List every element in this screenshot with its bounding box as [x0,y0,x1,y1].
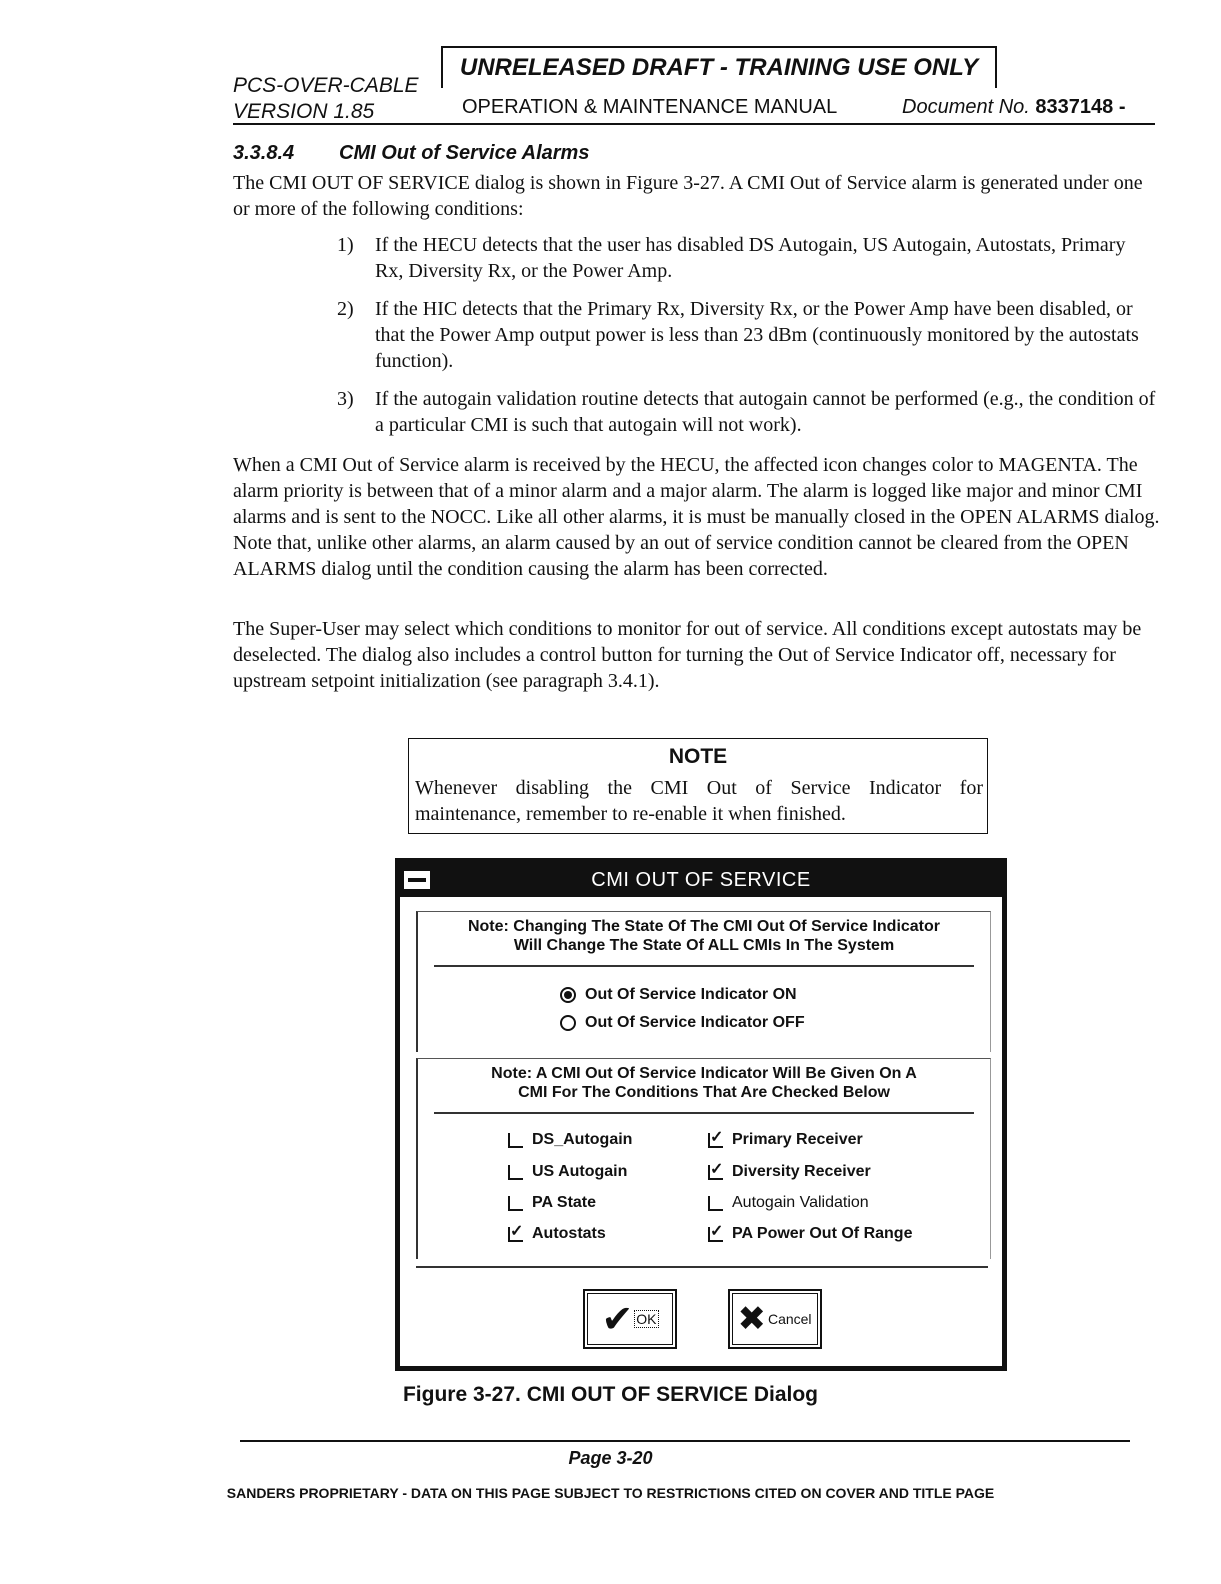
checkbox-autogain-validation-label: Autogain Validation [732,1194,869,1211]
condition-text: If the HECU detects that the user has disabled DS Autogain, US Autogain, Autostats, Primary Rx, Diversity Rx, or the Power Amp. [375,234,1126,282]
indicator-note-line1: Note: Changing The State Of The CMI Out Of Service Indicator [467,918,941,935]
checkbox-autostats[interactable] [508,1225,606,1243]
checkbox-autogain-validation[interactable] [708,1194,869,1212]
checkbox-diversity-receiver[interactable] [708,1163,871,1181]
radio-indicator-off[interactable] [560,1014,805,1032]
checkbox-unchecked-icon[interactable] [508,1165,523,1180]
button-separator [416,1266,988,1268]
page-number: Page 3-20 [568,1448,653,1468]
radio-unselected-icon[interactable] [560,1015,576,1031]
radio-selected-icon[interactable] [560,987,576,1003]
checkbox-diversity-receiver-label: Diversity Receiver [732,1163,871,1180]
group-separator [434,1112,974,1114]
conditions-note-line1: Note: A CMI Out Of Service Indicator Will Be Given On A [491,1065,917,1082]
proprietary-notice: SANDERS PROPRIETARY - DATA ON THIS PAGE SUBJECT TO RESTRICTIONS CITED ON COVER AND TITLE PAGE [226,1485,995,1501]
indicator-group [416,911,991,1052]
checkbox-autostats-label: Autostats [532,1225,606,1242]
checkbox-pa-state-label: PA State [532,1194,597,1211]
indicator-note [418,912,990,955]
note-box [408,738,988,834]
radio-indicator-on[interactable] [560,986,797,1004]
checkbox-checked-icon[interactable] [508,1227,523,1242]
checkbox-unchecked-icon[interactable] [708,1196,723,1211]
checkbox-pa-power-label: PA Power Out Of Range [732,1225,913,1242]
condition-text: If the HIC detects that the Primary Rx, Diversity Rx, or the Power Amp have been disabled, or that the Power Amp output power is less than 23 dBm (continuously monitored by the autostats function). [375,298,1139,372]
checkbox-ds-autogain-label: DS_Autogain [532,1131,633,1148]
product-name: PCS-OVER-CABLE [233,74,419,97]
cmi-out-of-service-dialog [395,858,1007,1371]
indicator-note-line2: Will Change The State Of ALL CMIs In The System [513,937,895,954]
document-number [902,96,1125,119]
checkmark-icon: ✔ [601,1297,634,1341]
checkbox-pa-state[interactable] [508,1194,596,1212]
checkbox-checked-icon[interactable] [708,1165,723,1180]
checkbox-unchecked-icon[interactable] [508,1133,523,1148]
dialog-title: CMI OUT OF SERVICE [591,869,811,891]
condition-number: 1) [337,234,354,256]
ok-button[interactable] [583,1289,677,1349]
checkbox-us-autogain[interactable] [508,1163,627,1181]
document-number-value: 8337148 - [1035,96,1126,118]
intro-paragraph: The CMI OUT OF SERVICE dialog is shown in Figure 3-27. A CMI Out of Service alarm is generated under one or more of the following conditions: [233,172,1143,220]
cancel-button[interactable] [728,1289,822,1349]
document-label: Document No. [902,96,1030,118]
alarm-paragraph: When a CMI Out of Service alarm is received by the HECU, the affected icon changes color to MAGENTA. The alarm priority is between that of a minor alarm and a major alarm. The alarm is logged like major and minor CMI alarms and is sent to the NOCC. Like all other alarms, it is must be manually closed in the OPEN ALARMS dialog. Note that, unlike other alarms, an alarm caused by an out of service condition cannot be cleared from the OPEN ALARMS dialog until the condition causing the alarm has been corrected. [233,454,1160,580]
section-title: CMI Out of Service Alarms [339,142,590,164]
condition-item [337,296,1157,374]
conditions-note [418,1059,990,1102]
footer-rule [240,1440,1130,1442]
figure-caption: Figure 3-27. CMI OUT OF SERVICE Dialog [402,1383,818,1406]
section-number: 3.3.8.4 [233,142,295,164]
x-cross-icon: ✖ [737,1299,766,1339]
conditions-note-line2: CMI For The Conditions That Are Checked Below [518,1084,890,1101]
note-text: Whenever disabling the CMI Out of Service Indicator for maintenance, remember to re-enable it when finished. [415,777,983,825]
checkbox-unchecked-icon[interactable] [508,1196,523,1211]
checkbox-primary-receiver[interactable] [708,1131,863,1149]
condition-number: 3) [337,388,354,410]
checkbox-us-autogain-label: US Autogain [532,1163,628,1180]
checkbox-primary-receiver-label: Primary Receiver [732,1131,863,1148]
cancel-button-face[interactable] [732,1293,818,1345]
manual-title: OPERATION & MAINTENANCE MANUAL [462,96,838,118]
dialog-titlebar [400,863,1002,897]
superuser-paragraph: The Super-User may select which conditions to monitor for out of service. All conditions except autostats may be deselected. The dialog also includes a control button for turning the Out of Service Indicator off, necessary for upstream setpoint initialization (see paragraph 3.4.1). [233,618,1142,692]
checkbox-ds-autogain[interactable] [508,1131,632,1149]
note-title: NOTE [668,745,728,768]
conditions-group [416,1058,991,1259]
radio-indicator-on-label: Out Of Service Indicator ON [585,986,797,1003]
condition-text: If the autogain validation routine detects that autogain cannot be performed (e.g., the condition of a particular CMI is such that autogain will not work). [375,388,1156,436]
group-separator [434,965,974,967]
condition-item [337,386,1157,438]
ok-button-label: OK [636,1311,657,1327]
checkbox-checked-icon[interactable] [708,1227,723,1242]
radio-indicator-off-label: Out Of Service Indicator OFF [585,1014,805,1031]
header-rule [233,123,1155,125]
draft-banner: UNRELEASED DRAFT - TRAINING USE ONLY [441,46,997,88]
ok-button-face[interactable] [587,1293,673,1345]
checkbox-pa-power-out-of-range[interactable] [708,1225,912,1243]
cancel-button-label: Cancel [767,1311,812,1327]
section-heading [233,142,589,165]
condition-item [337,232,1157,284]
product-version: VERSION 1.85 [233,100,375,123]
checkbox-checked-icon[interactable] [708,1133,723,1148]
condition-number: 2) [337,298,354,320]
